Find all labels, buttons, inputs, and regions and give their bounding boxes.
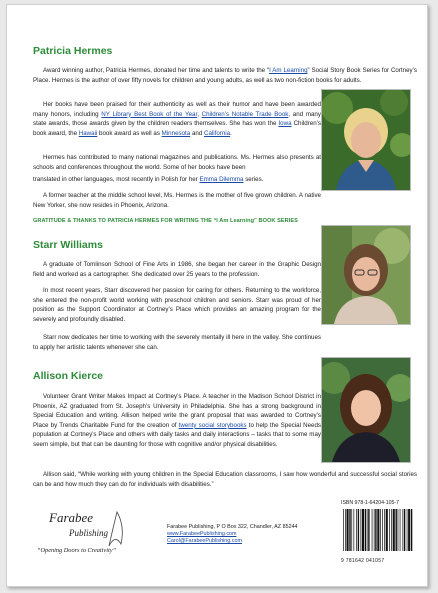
barcode-bar [362,509,364,551]
paragraph: A graduate of Tomlinson School of Fine Arts in 1986, she began her career in the Graphic Design field and worked as a cartographer. She dedicated over 25 years to the profession. [33,261,321,278]
gratitude-note: GRATITUDE & THANKS TO PATRICIA HERMES FOR WRITING THE “I Am Learning” BOOK SERIES [33,218,298,224]
barcode-bar [345,509,346,551]
barcode-bar [382,509,383,551]
underlined-reference: twenty social storybooks [178,421,247,429]
barcode-bar [365,509,366,551]
underlined-reference: Emma Dilemma [199,176,244,183]
underlined-reference: Iowa [278,120,292,128]
paragraph: Volunteer Grant Writer Makes Impact at Cortney’s Place. A teacher in the Madison School District in Phoenix, AZ graduated from St. Joseph’s University in Philadelphia. She has a strong background in Special Education and writing. Allison helped write the grant proposal that was awarded to Cortney’s Place by Trends Charitable Fund for the creation of twenty social storybooks to help the Special Needs population at Cortney’s Place and others with daily tasks and daily interactions – tasks that to some may seem simple, but that can be daunting for those with cognitive and/or physical disabilities. [33,393,321,448]
barcode-bar [351,509,352,551]
barcode-digits: 9 781642 041057 [341,558,385,564]
barcode-bar [393,509,395,551]
underlined-reference: Minnesota [161,129,191,137]
underlined-reference: Hawaii [78,129,98,137]
back-cover-page [6,4,428,587]
barcode-bar [347,509,349,551]
barcode-bar [356,509,357,551]
publisher-email-link[interactable]: Carol@FarabeePublishing.com [167,538,242,544]
farabee-publishing-logo [29,504,139,562]
publisher-address: Farabee Publishing, P O Box 322, Chandler, AZ 85244 [167,524,298,530]
underlined-reference: California [203,129,231,137]
section-title-starr-williams: Starr Williams [33,239,103,251]
logo-wordmark-line1: Farabee [49,510,94,525]
underlined-reference: NY Library Best Book of the Year [101,110,198,118]
barcode-bar [374,509,375,551]
underlined-reference: I Am Learning [269,67,308,74]
page-content [7,5,427,586]
barcode-bar [368,509,369,551]
publisher-website-link[interactable]: www.FarabeePublishing.com [167,531,237,537]
photo-starr-williams [321,225,411,325]
section-title-allison-kierce: Allison Kierce [33,370,104,382]
barcode-bar [377,509,379,551]
barcode-bar [384,509,385,551]
barcode-bar [411,509,412,551]
barcode-bar [358,509,359,551]
photo-allison-kierce [321,357,411,463]
barcode-bar [400,509,401,551]
underlined-reference: Children’s Notable Trade Book [201,110,289,118]
barcode-bar [343,509,344,551]
logo-wordmark-line2: Publishing [69,528,109,538]
barcode-bar [389,509,390,551]
paragraph: Award winning author, Patricia Hermes, donated her time and talents to write the “I Am Learning” Social Story Book Series for Cortney’s Place. Hermes is the author of over fifty novels for children and young adults, as well as two non-fiction books for adults. [33,67,417,84]
barcode-bar [407,509,408,551]
barcode-bar [408,509,410,551]
barcode-bar [386,509,388,551]
section-title-patricia-hermes: Patricia Hermes [33,45,113,57]
barcode-bar [354,509,355,551]
barcode-bar [391,509,392,551]
barcode-bar [372,509,373,551]
barcode-bar [375,509,376,551]
paragraph: Starr now dedicates her time to working with the severely mentally ill here in the valley. She continues to apply her artistic talents whenever she can. [33,334,321,351]
isbn-label: ISBN 978-1-64204-105-7 [341,500,399,506]
barcode-bar [398,509,399,551]
barcode-bar [361,509,362,551]
barcode-bar [404,509,405,551]
publisher-info [167,524,298,545]
barcode-icon [341,508,415,552]
paragraph: A former teacher at the middle school level, Ms. Hermes is the mother of five grown children. A native New Yorker, she now resides in Phoenix, Arizona. [33,192,321,209]
feather-quill-icon [109,512,122,546]
barcode-bar [349,509,350,551]
paragraph: Her books have been praised for their authenticity as well as their humor and have been awarded many honors, including NY Library Best Book of the Year, Children’s Notable Trade Book, and many state awards, those awards given by the children readers themselves. She has won the Iowa Children’s book award, the Hawaii book award as well as Minnesota and California. [33,101,321,137]
paragraph: translated in other languages, most recently in Polish for her Emma Dilemma series. [33,176,264,183]
paragraph: Allison said, “While working with young children in the Special Education classrooms, I saw how wonderful and successful social stories can be and how much they can do for individuals with disabilities.” [33,471,417,488]
paragraph: Hermes has contributed to many national magazines and publications. Ms. Hermes also presents at schools and conferences throughout the world. Some of her books have been [33,154,321,171]
photo-patricia-hermes [321,89,411,191]
barcode-bar [380,509,381,551]
isbn-block [341,500,419,564]
barcode-bar [396,509,397,551]
logo-tagline: “Opening Doors to Creativity” [37,547,117,554]
barcode-bar [403,509,404,551]
paragraph: In most recent years, Starr discovered her passion for caring for others. Returning to the workforce, she entered the non-profit world working with preschool children and seniors. Starr was proud of her position as the Support Coordinator at Cortney’s Place which provides an amazing program for the severely and profoundly disabled. [33,287,321,323]
barcode-bar [367,509,368,551]
